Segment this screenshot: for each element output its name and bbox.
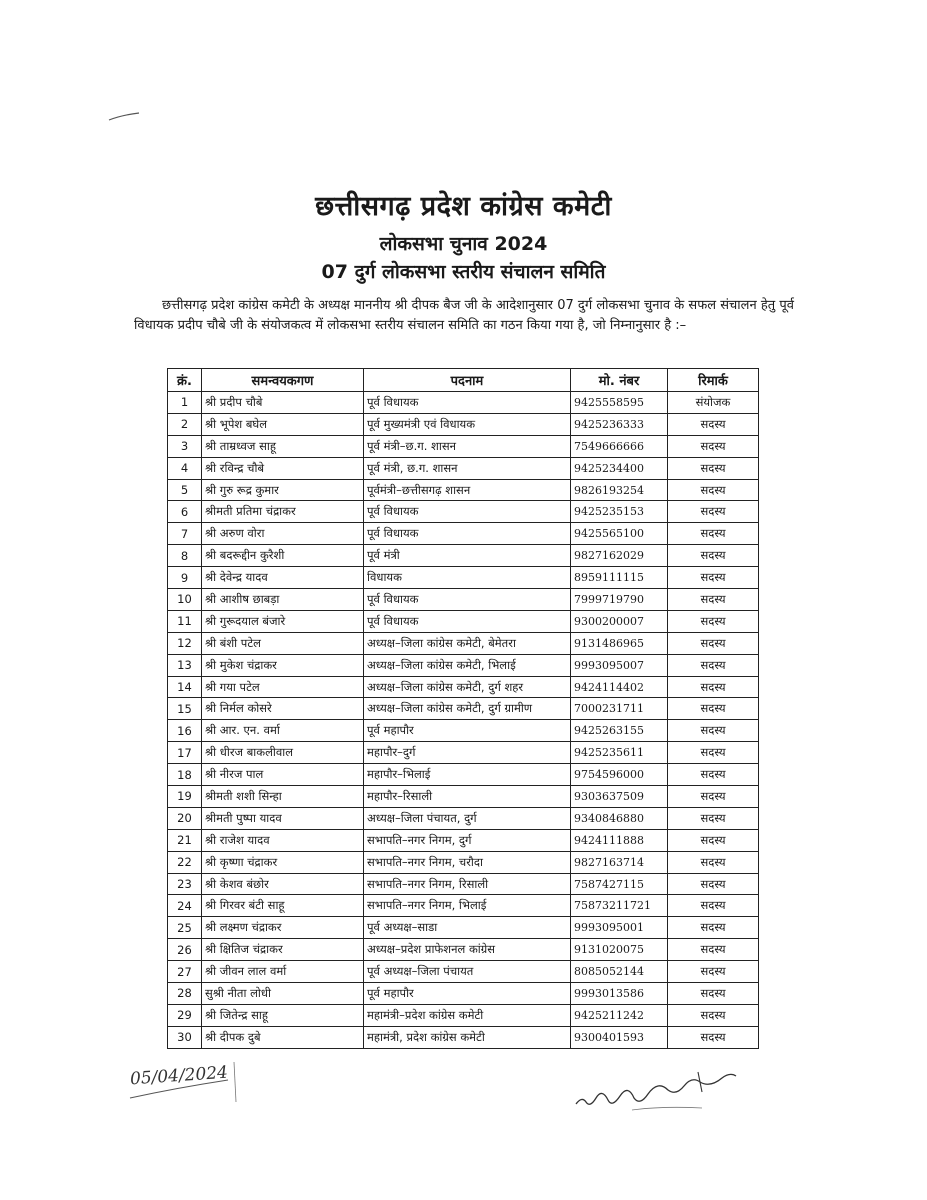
table-row xyxy=(168,523,759,545)
cell-remark: सदस्य xyxy=(668,1026,759,1048)
table-row xyxy=(168,1026,759,1048)
cell-remark: सदस्य xyxy=(668,829,759,851)
cell-remark: सदस्य xyxy=(668,720,759,742)
column-header-remark: रिमार्क xyxy=(668,369,759,392)
cell-mobile: 9131020075 xyxy=(571,939,668,961)
cell-remark: सदस्य xyxy=(668,742,759,764)
cell-mobile: 9993095007 xyxy=(571,654,668,676)
cell-serial: 21 xyxy=(168,829,202,851)
cell-post: पूर्व मंत्री–छ.ग. शासन xyxy=(364,435,571,457)
cell-post: अध्यक्ष–जिला कांग्रेस कमेटी, बेमेतरा xyxy=(364,632,571,654)
cell-name: श्री गिरवर बंटी साहू xyxy=(202,895,364,917)
table-row xyxy=(168,545,759,567)
cell-serial: 5 xyxy=(168,479,202,501)
cell-post: अध्यक्ष–प्रदेश प्राफेशनल कांग्रेस xyxy=(364,939,571,961)
table-row xyxy=(168,698,759,720)
cell-post: पूर्व महापौर xyxy=(364,983,571,1005)
cell-post: पूर्व विधायक xyxy=(364,610,571,632)
cell-name: श्री आशीष छाबड़ा xyxy=(202,589,364,611)
cell-name: श्री रविन्द्र चौबे xyxy=(202,457,364,479)
cell-remark: सदस्य xyxy=(668,457,759,479)
cell-serial: 25 xyxy=(168,917,202,939)
cell-remark: सदस्य xyxy=(668,917,759,939)
cell-mobile: 7000231711 xyxy=(571,698,668,720)
cell-name: श्रीमती पुष्पा यादव xyxy=(202,807,364,829)
page-subtitle: लोकसभा चुनाव 2024 xyxy=(379,233,548,255)
table-row xyxy=(168,895,759,917)
cell-serial: 3 xyxy=(168,435,202,457)
table-row xyxy=(168,829,759,851)
cell-mobile: 9826193254 xyxy=(571,479,668,501)
cell-post: पूर्व अध्यक्ष–जिला पंचायत xyxy=(364,961,571,983)
cell-mobile: 9425235153 xyxy=(571,501,668,523)
cell-remark: सदस्य xyxy=(668,567,759,589)
cell-name: श्री गुरूदयाल बंजारे xyxy=(202,610,364,632)
cell-name: श्री लक्ष्मण चंद्राकर xyxy=(202,917,364,939)
cell-serial: 15 xyxy=(168,698,202,720)
table-header-row xyxy=(168,369,759,392)
cell-post: सभापति–नगर निगम, दुर्ग xyxy=(364,829,571,851)
cell-post: अध्यक्ष–जिला कांग्रेस कमेटी, भिलाई xyxy=(364,654,571,676)
cell-serial: 18 xyxy=(168,764,202,786)
cell-name: श्रीमती शशी सिन्हा xyxy=(202,786,364,808)
cell-mobile: 9424111888 xyxy=(571,829,668,851)
cell-post: पूर्व महापौर xyxy=(364,720,571,742)
cell-name: श्री जीवन लाल वर्मा xyxy=(202,961,364,983)
cell-post: पूर्व विधायक xyxy=(364,589,571,611)
cell-serial: 23 xyxy=(168,873,202,895)
cell-name: श्री नीरज पाल xyxy=(202,764,364,786)
table-row xyxy=(168,435,759,457)
cell-remark: सदस्य xyxy=(668,479,759,501)
cell-mobile: 9425263155 xyxy=(571,720,668,742)
cell-mobile: 75873211721 xyxy=(571,895,668,917)
cell-serial: 10 xyxy=(168,589,202,611)
cell-mobile: 9754596000 xyxy=(571,764,668,786)
table-row xyxy=(168,807,759,829)
table-row xyxy=(168,457,759,479)
cell-mobile: 8959111115 xyxy=(571,567,668,589)
cell-post: पूर्व विधायक xyxy=(364,501,571,523)
cell-remark: सदस्य xyxy=(668,895,759,917)
cell-serial: 4 xyxy=(168,457,202,479)
cell-post: पूर्व विधायक xyxy=(364,392,571,414)
cell-remark: सदस्य xyxy=(668,961,759,983)
cell-mobile: 9300401593 xyxy=(571,1026,668,1048)
cell-post: पूर्व अध्यक्ष–साडा xyxy=(364,917,571,939)
cell-mobile: 9303637509 xyxy=(571,786,668,808)
cell-post: महापौर–दुर्ग xyxy=(364,742,571,764)
signature xyxy=(572,1066,742,1118)
cell-remark: सदस्य xyxy=(668,413,759,435)
cell-remark: सदस्य xyxy=(668,610,759,632)
cell-remark: सदस्य xyxy=(668,435,759,457)
table-row xyxy=(168,479,759,501)
cell-name: श्री गुरु रूद्र कुमार xyxy=(202,479,364,501)
cell-name: श्री बदरूद्दीन कुरैशी xyxy=(202,545,364,567)
table-row xyxy=(168,786,759,808)
cell-name: श्री ताम्रध्वज साहू xyxy=(202,435,364,457)
table-row xyxy=(168,654,759,676)
cell-mobile: 7549666666 xyxy=(571,435,668,457)
table-row xyxy=(168,632,759,654)
table-row xyxy=(168,392,759,414)
column-header-post: पदनाम xyxy=(364,369,571,392)
cell-mobile: 9424114402 xyxy=(571,676,668,698)
table-row xyxy=(168,720,759,742)
cell-post: सभापति–नगर निगम, रिसाली xyxy=(364,873,571,895)
cell-serial: 24 xyxy=(168,895,202,917)
cell-name: श्री अरुण वोरा xyxy=(202,523,364,545)
cell-name: श्री मुकेश चंद्राकर xyxy=(202,654,364,676)
cell-serial: 19 xyxy=(168,786,202,808)
cell-serial: 26 xyxy=(168,939,202,961)
table-row xyxy=(168,851,759,873)
cell-mobile: 9993013586 xyxy=(571,983,668,1005)
cell-mobile: 9827163714 xyxy=(571,851,668,873)
cell-name: श्री आर. एन. वर्मा xyxy=(202,720,364,742)
table-row xyxy=(168,764,759,786)
cell-mobile: 9425236333 xyxy=(571,413,668,435)
cell-serial: 17 xyxy=(168,742,202,764)
cell-post: महापौर–रिसाली xyxy=(364,786,571,808)
table-row xyxy=(168,917,759,939)
committee-heading: 07 दुर्ग लोकसभा स्तरीय संचालन समिति xyxy=(321,261,606,283)
cell-name: श्री बंशी पटेल xyxy=(202,632,364,654)
cell-mobile: 7587427115 xyxy=(571,873,668,895)
cell-name: श्री भूपेश बघेल xyxy=(202,413,364,435)
cell-remark: सदस्य xyxy=(668,501,759,523)
cell-name: श्री कृष्णा चंद्राकर xyxy=(202,851,364,873)
cell-mobile: 9425558595 xyxy=(571,392,668,414)
cell-name: श्री केशव बंछोर xyxy=(202,873,364,895)
table-row xyxy=(168,873,759,895)
cell-serial: 9 xyxy=(168,567,202,589)
cell-mobile: 9131486965 xyxy=(571,632,668,654)
cell-remark: सदस्य xyxy=(668,1004,759,1026)
cell-name: श्री धीरज बाकलीवाल xyxy=(202,742,364,764)
date-stamp xyxy=(126,1058,246,1106)
cell-remark: संयोजक xyxy=(668,392,759,414)
cell-serial: 28 xyxy=(168,983,202,1005)
table-row xyxy=(168,589,759,611)
cell-post: पूर्व मंत्री, छ.ग. शासन xyxy=(364,457,571,479)
cell-remark: सदस्य xyxy=(668,654,759,676)
date-stamp-text: 05/04/2024 xyxy=(129,1062,229,1090)
cell-serial: 22 xyxy=(168,851,202,873)
cell-mobile: 8085052144 xyxy=(571,961,668,983)
cell-mobile: 9300200007 xyxy=(571,610,668,632)
cell-remark: सदस्य xyxy=(668,545,759,567)
cell-remark: सदस्य xyxy=(668,807,759,829)
cell-post: पूर्व मुख्यमंत्री एवं विधायक xyxy=(364,413,571,435)
cell-mobile: 7999719790 xyxy=(571,589,668,611)
cell-name: श्री प्रदीप चौबे xyxy=(202,392,364,414)
cell-mobile: 9425235611 xyxy=(571,742,668,764)
cell-serial: 2 xyxy=(168,413,202,435)
pen-mark xyxy=(108,112,140,122)
cell-remark: सदस्य xyxy=(668,523,759,545)
cell-post: महामंत्री–प्रदेश कांग्रेस कमेटी xyxy=(364,1004,571,1026)
cell-serial: 11 xyxy=(168,610,202,632)
table-row xyxy=(168,676,759,698)
column-header-serial: क्रं. xyxy=(168,369,202,392)
page-title: छत्तीसगढ़ प्रदेश कांग्रेस कमेटी xyxy=(315,191,612,222)
cell-name: श्रीमती प्रतिमा चंद्राकर xyxy=(202,501,364,523)
cell-serial: 30 xyxy=(168,1026,202,1048)
column-header-mobile: मो. नंबर xyxy=(571,369,668,392)
cell-remark: सदस्य xyxy=(668,939,759,961)
cell-post: पूर्वमंत्री–छत्तीसगढ़ शासन xyxy=(364,479,571,501)
cell-name: श्री जितेन्द्र साहू xyxy=(202,1004,364,1026)
cell-serial: 20 xyxy=(168,807,202,829)
cell-remark: सदस्य xyxy=(668,873,759,895)
cell-post: महापौर–भिलाई xyxy=(364,764,571,786)
cell-serial: 1 xyxy=(168,392,202,414)
cell-name: श्री देवेन्द्र यादव xyxy=(202,567,364,589)
cell-name: सुश्री नीता लोधी xyxy=(202,983,364,1005)
cell-name: श्री क्षितिज चंद्राकर xyxy=(202,939,364,961)
cell-mobile: 9827162029 xyxy=(571,545,668,567)
cell-serial: 6 xyxy=(168,501,202,523)
table-row xyxy=(168,961,759,983)
cell-name: श्री गया पटेल xyxy=(202,676,364,698)
cell-remark: सदस्य xyxy=(668,589,759,611)
cell-post: सभापति–नगर निगम, चरौदा xyxy=(364,851,571,873)
cell-post: महामंत्री, प्रदेश कांग्रेस कमेटी xyxy=(364,1026,571,1048)
table-row xyxy=(168,413,759,435)
table-row xyxy=(168,610,759,632)
table-row xyxy=(168,1004,759,1026)
table-row xyxy=(168,501,759,523)
table-row xyxy=(168,983,759,1005)
cell-serial: 27 xyxy=(168,961,202,983)
cell-post: पूर्व मंत्री xyxy=(364,545,571,567)
cell-mobile: 9340846880 xyxy=(571,807,668,829)
cell-post: विधायक xyxy=(364,567,571,589)
cell-serial: 14 xyxy=(168,676,202,698)
cell-name: श्री राजेश यादव xyxy=(202,829,364,851)
cell-post: अध्यक्ष–जिला कांग्रेस कमेटी, दुर्ग ग्रामीण xyxy=(364,698,571,720)
cell-remark: सदस्य xyxy=(668,676,759,698)
cell-remark: सदस्य xyxy=(668,983,759,1005)
cell-post: अध्यक्ष–जिला कांग्रेस कमेटी, दुर्ग शहर xyxy=(364,676,571,698)
cell-remark: सदस्य xyxy=(668,632,759,654)
cell-remark: सदस्य xyxy=(668,851,759,873)
cell-remark: सदस्य xyxy=(668,764,759,786)
cell-serial: 13 xyxy=(168,654,202,676)
cell-name: श्री निर्मल कोसरे xyxy=(202,698,364,720)
cell-mobile: 9993095001 xyxy=(571,917,668,939)
cell-serial: 12 xyxy=(168,632,202,654)
cell-mobile: 9425234400 xyxy=(571,457,668,479)
column-header-name: समन्वयकगण xyxy=(202,369,364,392)
table-row xyxy=(168,742,759,764)
cell-mobile: 9425211242 xyxy=(571,1004,668,1026)
cell-post: अध्यक्ष–जिला पंचायत, दुर्ग xyxy=(364,807,571,829)
cell-serial: 8 xyxy=(168,545,202,567)
cell-post: पूर्व विधायक xyxy=(364,523,571,545)
cell-remark: सदस्य xyxy=(668,786,759,808)
cell-mobile: 9425565100 xyxy=(571,523,668,545)
table-row xyxy=(168,567,759,589)
cell-name: श्री दीपक दुबे xyxy=(202,1026,364,1048)
cell-serial: 16 xyxy=(168,720,202,742)
table-row xyxy=(168,939,759,961)
cell-serial: 29 xyxy=(168,1004,202,1026)
members-table xyxy=(167,368,759,1049)
cell-serial: 7 xyxy=(168,523,202,545)
intro-paragraph: छत्तीसगढ़ प्रदेश कांग्रेस कमेटी के अध्यक्ष माननीय श्री दीपक बैज जी के आदेशानुसार 07 दुर्ग लोकसभा चुनाव के सफल संचालन हेतु पूर्व विधायक प्रदीप चौबे जी के संयोजकत्व में लोकसभा स्तरीय संचालन समिति का गठन किया गया है, जो निम्नानुसार है :– xyxy=(134,298,794,333)
cell-remark: सदस्य xyxy=(668,698,759,720)
cell-post: सभापति–नगर निगम, भिलाई xyxy=(364,895,571,917)
